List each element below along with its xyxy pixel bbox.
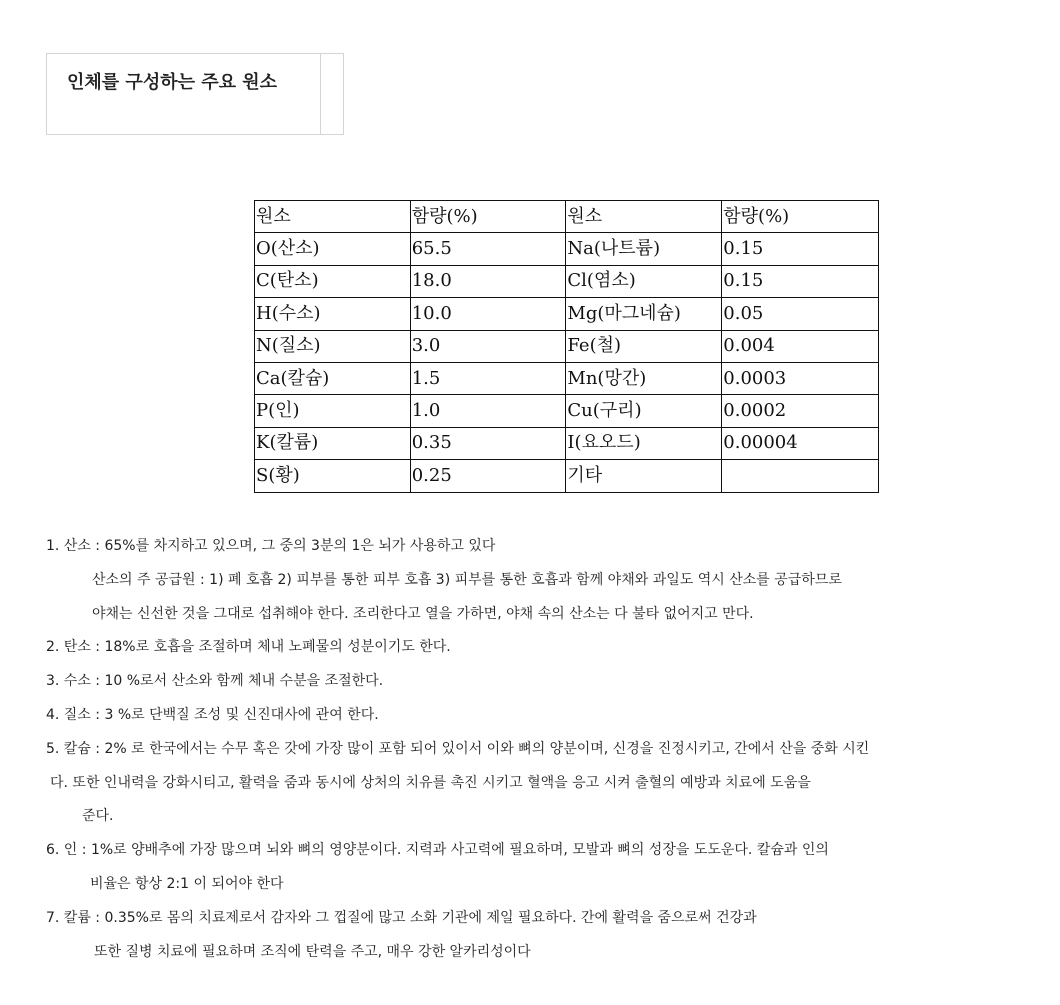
table-row [255, 362, 879, 394]
table-cell: H(수소) [255, 298, 411, 330]
table-cell: I(요오드) [566, 427, 722, 459]
table-cell: 65.5 [410, 233, 566, 265]
header-content: 함량(%) [410, 201, 566, 233]
table-row [255, 330, 879, 362]
header-element: 원소 [255, 201, 411, 233]
table-cell: Mg(마그네슘) [566, 298, 722, 330]
header-element-2: 원소 [566, 201, 722, 233]
table-cell: 0.0003 [722, 362, 879, 394]
table-cell: 3.0 [410, 330, 566, 362]
note-calcium: 5. 칼슘 : 2% 로 한국에서는 수무 혹은 갓에 가장 많이 포함 되어 있이서 이와 뼈의 양분이며, 신경을 진정시키고, 간에서 산을 중화 시킨 [46, 740, 870, 757]
header-content-2: 함량(%) [722, 201, 879, 233]
table-cell [722, 460, 879, 492]
table-cell: 18.0 [410, 265, 566, 297]
table-cell: Na(나트륨) [566, 233, 722, 265]
table-row [255, 460, 879, 492]
note-nitrogen: 4. 질소 : 3 %로 단백질 조성 및 신진대사에 관여 한다. [46, 706, 379, 723]
table-cell: Cl(염소) [566, 265, 722, 297]
table-cell: C(탄소) [255, 265, 411, 297]
table-row [255, 233, 879, 265]
table-cell: K(칼륨) [255, 427, 411, 459]
note-oxygen: 1. 산소 : 65%를 차지하고 있으며, 그 중의 3분의 1은 뇌가 사용하고 있다 [46, 538, 496, 554]
table-cell: 10.0 [410, 298, 566, 330]
table-cell: 0.05 [722, 298, 879, 330]
note-oxygen-sources: 산소의 주 공급원 : 1) 폐 호흡 2) 피부를 통한 피부 호흡 3) 피부를 통한 호흡과 함께 야채와 과일도 역시 산소를 공급하므로 [92, 571, 842, 588]
note-calcium-cont: 다. 또한 인내력을 강화시티고, 활력을 줌과 동시에 상처의 치유를 촉진 시키고 혈액을 응고 시켜 출혈의 예방과 치료에 도움을 [50, 774, 811, 791]
table-row [255, 265, 879, 297]
title-box-divider [320, 54, 321, 134]
table-cell: Mn(망간) [566, 362, 722, 394]
table-cell: 0.004 [722, 330, 879, 362]
table-cell: 0.15 [722, 233, 879, 265]
table-cell: O(산소) [255, 233, 411, 265]
note-phosphorus-ratio: 비율은 항상 2:1 이 되어야 한다 [90, 875, 284, 892]
note-phosphorus: 6. 인 : 1%로 양배추에 가장 많으며 뇌와 뼈의 영양분이다. 지력과 사고력에 필요하며, 모발과 뼈의 성장을 도도운다. 칼슘과 인의 [46, 842, 829, 859]
table-row [255, 298, 879, 330]
table-cell: N(질소) [255, 330, 411, 362]
table-cell: P(인) [255, 395, 411, 427]
table-cell: S(황) [255, 460, 411, 492]
note-potassium-cont: 또한 질병 치료에 필요하며 조직에 탄력을 주고, 매우 강한 알카리성이다 [94, 943, 531, 960]
note-hydrogen: 3. 수소 : 10 %로서 산소와 함께 체내 수분을 조절한다. [46, 673, 384, 690]
note-calcium-end: 준다. [82, 808, 114, 825]
page-title: 인체를 구성하는 주요 원소 [67, 72, 278, 93]
note-oxygen-vegetables: 야채는 신선한 것을 그대로 섭취해야 한다. 조리한다고 열을 가하면, 야채 속의 산소는 다 불타 없어지고 만다. [92, 605, 754, 622]
table-cell: 0.0002 [722, 395, 879, 427]
notes-section [46, 532, 1046, 971]
table-cell: 1.0 [410, 395, 566, 427]
table-cell: 0.00004 [722, 427, 879, 459]
table-cell: 0.35 [410, 427, 566, 459]
table-cell: Cu(구리) [566, 395, 722, 427]
table-cell: 0.15 [722, 265, 879, 297]
table-cell: Ca(칼슘) [255, 362, 411, 394]
title-box [46, 53, 344, 135]
table-cell: Fe(철) [566, 330, 722, 362]
table-row [255, 427, 879, 459]
table-cell: 1.5 [410, 362, 566, 394]
table-header-row [255, 201, 879, 233]
note-potassium: 7. 칼륨 : 0.35%로 몸의 치료제로서 감자와 그 껍질에 많고 소화 기관에 제일 필요하다. 간에 활력을 줌으로써 건강과 [46, 909, 757, 926]
table-cell: 기타 [566, 460, 722, 492]
table-cell: 0.25 [410, 460, 566, 492]
table-row [255, 395, 879, 427]
note-carbon: 2. 탄소 : 18%로 호흡을 조절하며 체내 노폐물의 성분이기도 한다. [46, 639, 451, 656]
element-content-table [254, 200, 879, 493]
